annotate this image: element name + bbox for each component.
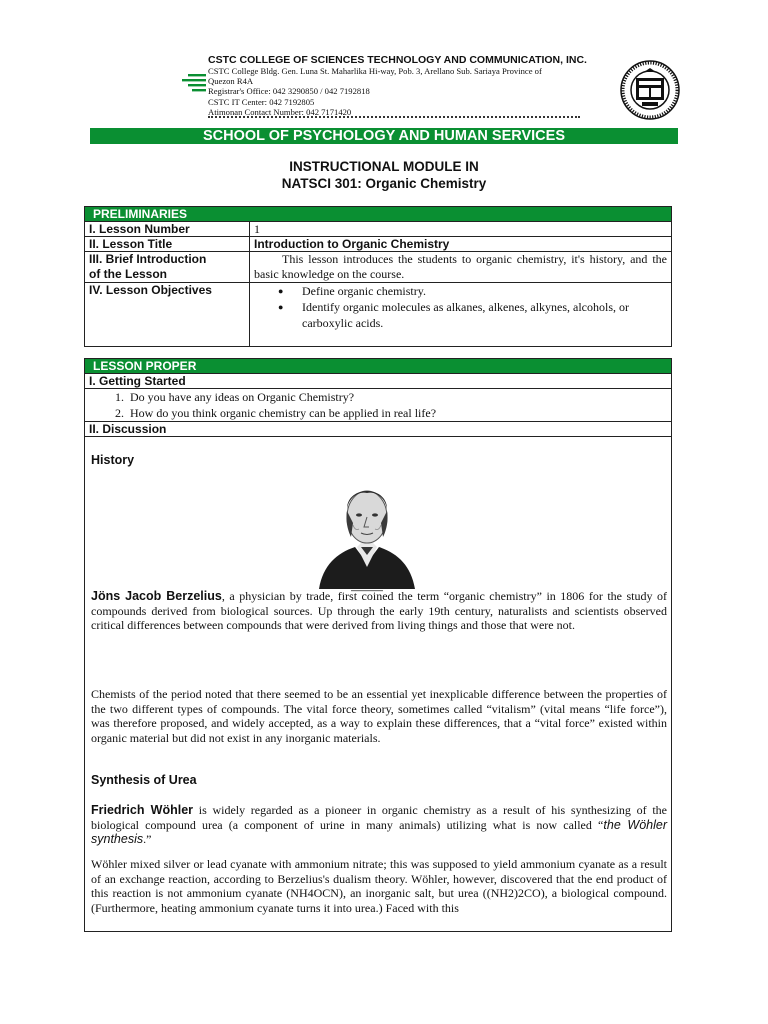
lesson-proper-table xyxy=(84,358,672,932)
person-name: Jöns Jacob Berzelius xyxy=(91,589,222,603)
course-title: NATSCI 301: Organic Chemistry xyxy=(281,176,487,191)
getting-started-label: I. Getting Started xyxy=(85,374,672,389)
college-name: CSTC COLLEGE OF SCIENCES TECHNOLOGY AND COMMUNICATION, INC. xyxy=(208,54,587,66)
module-title xyxy=(0,158,768,192)
address-line: Atimonan Contact Number: 042 7171420 xyxy=(208,106,352,117)
school-banner: SCHOOL OF PSYCHOLOGY AND HUMAN SERVICES xyxy=(90,128,678,144)
brief-intro-label xyxy=(85,252,250,283)
lesson-number-value: 1 xyxy=(250,222,672,237)
lesson-proper-heading: LESSON PROPER xyxy=(85,359,672,374)
brief-intro-value: This lesson introduces the students to organic chemistry, it's history, and the basic knowledge on the course. xyxy=(250,252,672,283)
person-name: Friedrich Wöhler xyxy=(91,803,194,817)
college-seal-icon xyxy=(620,60,680,120)
lesson-title-value: Introduction to Organic Chemistry xyxy=(250,237,672,252)
berzelius-paragraph xyxy=(91,589,667,633)
list-item xyxy=(115,405,667,421)
discussion-body xyxy=(85,437,672,932)
history-heading: History xyxy=(91,453,135,467)
paragraph-text: .” xyxy=(143,832,152,847)
lesson-title-label: II. Lesson Title xyxy=(85,237,250,252)
synthesis-heading: Synthesis of Urea xyxy=(91,773,197,787)
wohler-paragraph xyxy=(91,803,667,847)
address-line: CSTC College Bldg. Gen. Luna St. Maharlika Hi-way, Pob. 3, Arellano Sub. Sariaya Province of xyxy=(208,66,542,76)
lesson-objectives-label: IV. Lesson Objectives xyxy=(85,283,250,347)
question-number: 2. xyxy=(115,406,124,420)
lesson-number-label: I. Lesson Number xyxy=(85,222,250,237)
wohler-synthesis-term: the Wöhler synthesis xyxy=(91,817,668,847)
module-title-line: INSTRUCTIONAL MODULE IN xyxy=(289,159,479,174)
address-line: Quezon R4A xyxy=(208,76,254,87)
berzelius-portrait-image xyxy=(315,467,419,593)
list-item: ● Define organic chemistry. xyxy=(278,283,667,299)
paragraph-text: , a physician by trade, first coined the term “organic chemistry” in 1806 for the study of compounds derived from biological sources. Up through the early 19th century, naturalists and scientists observed critical differences between compounds that were derived from living things and those that were not. xyxy=(91,589,668,633)
college-address xyxy=(208,66,573,117)
paragraph-text: is widely regarded as a pioneer in organic chemistry as a result of his synthesizing of the biological compound urea (a component of urine in many animals) utilizing what is now called “ xyxy=(91,803,667,832)
list-item: ● Identify organic molecules as alkanes, alkenes, alkynes, alcohols, or carboxylic acids. xyxy=(278,299,667,331)
lesson-objectives-value xyxy=(250,283,672,347)
question-number: 1. xyxy=(115,390,124,404)
objectives-list xyxy=(254,283,667,331)
brief-intro-label-line: of the Lesson xyxy=(89,267,168,281)
address-line: Registrar's Office: 042 3290850 / 042 7192818 xyxy=(208,86,370,97)
vitalism-paragraph: Chemists of the period noted that there seemed to be an essential yet inexplicable difference between the properties of the two different types of compounds. The vital force theory, sometimes called “vitalism” (vital means “life force”), was therefore proposed, and widely accepted, as a way to explain these differences, that a “vital force” existed within organic material but did not exist in any inorganic materials. xyxy=(91,687,667,745)
preliminaries-heading: PRELIMINARIES xyxy=(85,207,672,222)
discussion-label: II. Discussion xyxy=(85,422,672,437)
question-text: Do you have any ideas on Organic Chemistry? xyxy=(130,390,355,404)
brief-intro-label-line: III. Brief Introduction xyxy=(89,252,207,266)
document-header xyxy=(0,0,768,125)
college-logo-icon xyxy=(182,72,206,92)
wohler-experiment-paragraph: Wöhler mixed silver or lead cyanate with ammonium nitrate; this was supposed to yield ammonium cyanate as a result of an exchange reaction, according to Berzelius's dualism theory. Wöhler, however, discovered that the end product of this reaction is not ammonium cyanate (NH4OCN), an inorganic salt, but urea ((NH2)2CO), a biological compound. (Furthermore, heating ammonium cyanate turns it into urea.) Faced with this xyxy=(91,857,667,915)
question-text: How do you think organic chemistry can be applied in real life? xyxy=(130,406,437,420)
list-item xyxy=(115,389,667,405)
getting-started-questions xyxy=(85,389,672,422)
preliminaries-table xyxy=(84,206,672,347)
address-line: CSTC IT Center: 042 7192805 xyxy=(208,96,315,107)
header-divider xyxy=(208,116,580,118)
questions-list xyxy=(89,389,667,421)
